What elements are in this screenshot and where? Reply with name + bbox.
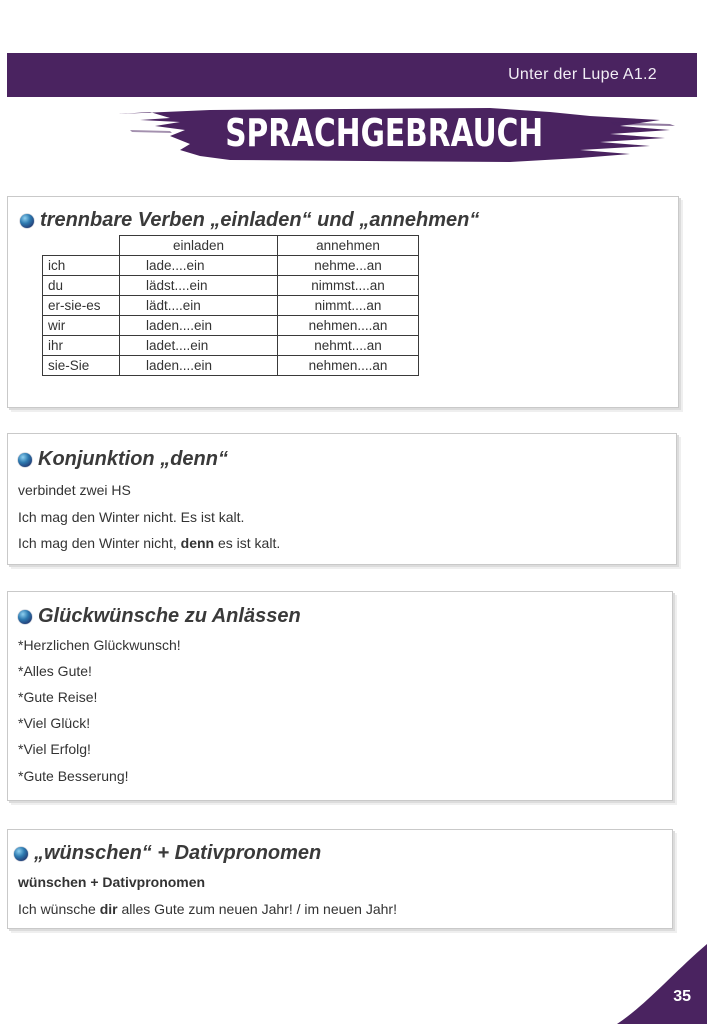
wuenschen-subtitle: wünschen + Dativpronomen <box>18 874 206 890</box>
page-corner <box>617 944 707 1024</box>
annehmen-cell: nimmst....an <box>278 276 419 296</box>
pronoun-cell: wir <box>43 316 120 336</box>
list-item: *Gute Besserung! <box>18 768 129 784</box>
einladen-cell: laden....ein <box>120 356 278 376</box>
table-row <box>43 296 419 316</box>
annehmen-cell: nehmen....an <box>278 316 419 336</box>
glueckwuensche-title-text: Glückwünsche zu Anlässen <box>38 605 301 627</box>
annehmen-cell: nehmen....an <box>278 356 419 376</box>
einladen-cell: ladet....ein <box>120 336 278 356</box>
annehmen-cell: nimmt....an <box>278 296 419 316</box>
konjunktion-title-text: Konjunktion „denn“ <box>38 448 228 470</box>
table-corner <box>43 236 120 256</box>
list-item: *Alles Gute! <box>18 663 92 679</box>
pronoun-cell: ihr <box>43 336 120 356</box>
konjunktion-line-1: verbindet zwei HS <box>18 482 131 498</box>
box-title-trennbare <box>20 209 479 232</box>
konjunktion-line-3 <box>18 535 280 551</box>
box-title-konjunktion <box>18 448 228 471</box>
bullet-icon <box>14 847 28 861</box>
table-row <box>43 336 419 356</box>
bullet-icon <box>18 610 32 624</box>
pronoun-cell: er-sie-es <box>43 296 120 316</box>
einladen-cell: lädt....ein <box>120 296 278 316</box>
wuenschen-example <box>18 901 397 917</box>
wuenschen-example-keyword: dir <box>99 901 118 917</box>
series-title: Unter der Lupe A1.2 <box>508 66 657 83</box>
annehmen-cell: nehme...an <box>278 256 419 276</box>
verb-table-header <box>43 236 419 256</box>
konjunktion-line-2: Ich mag den Winter nicht. Es ist kalt. <box>18 509 245 525</box>
konjunktion-line-3-pre: Ich mag den Winter nicht, <box>18 535 181 551</box>
box-wuenschen-dativ <box>7 829 673 929</box>
konjunktion-line-3-post: es ist kalt. <box>214 535 281 551</box>
einladen-cell: lädst....ein <box>120 276 278 296</box>
bullet-icon <box>20 214 34 228</box>
pronoun-cell: ich <box>43 256 120 276</box>
column-header-einladen: einladen <box>120 236 278 256</box>
table-row <box>43 276 419 296</box>
section-title: SPRACHGEBRAUCH <box>225 111 544 155</box>
bullet-icon <box>18 453 32 467</box>
pronoun-cell: du <box>43 276 120 296</box>
box-trennbare-verben <box>7 196 679 408</box>
page-number: 35 <box>673 988 691 1005</box>
verb-table <box>42 235 419 376</box>
wuenschen-title-text: „wünschen“ + Dativpronomen <box>34 842 322 864</box>
konjunktion-keyword: denn <box>180 535 215 551</box>
list-item: *Viel Glück! <box>18 715 91 731</box>
list-item: *Herzlichen Glückwunsch! <box>18 637 181 653</box>
box-title-wuenschen <box>14 842 321 865</box>
annehmen-cell: nehmt....an <box>278 336 419 356</box>
header-bar <box>7 53 697 97</box>
list-item: *Gute Reise! <box>18 689 98 705</box>
wuenschen-example-post: alles Gute zum neuen Jahr! / im neuen Jahr! <box>117 901 397 917</box>
trennbare-title-text: trennbare Verben „einladen“ und „annehmen“ <box>40 209 480 231</box>
table-row <box>43 256 419 276</box>
pronoun-cell: sie-Sie <box>43 356 120 376</box>
einladen-cell: lade....ein <box>120 256 278 276</box>
einladen-cell: laden....ein <box>120 316 278 336</box>
box-glueckwuensche <box>7 591 673 801</box>
table-row <box>43 316 419 336</box>
list-item: *Viel Erfolg! <box>18 741 91 757</box>
box-title-glueckwuensche <box>18 605 301 628</box>
column-header-annehmen: annehmen <box>278 236 419 256</box>
box-konjunktion-denn <box>7 433 677 565</box>
table-row <box>43 356 419 376</box>
wuenschen-example-pre: Ich wünsche <box>18 901 100 917</box>
